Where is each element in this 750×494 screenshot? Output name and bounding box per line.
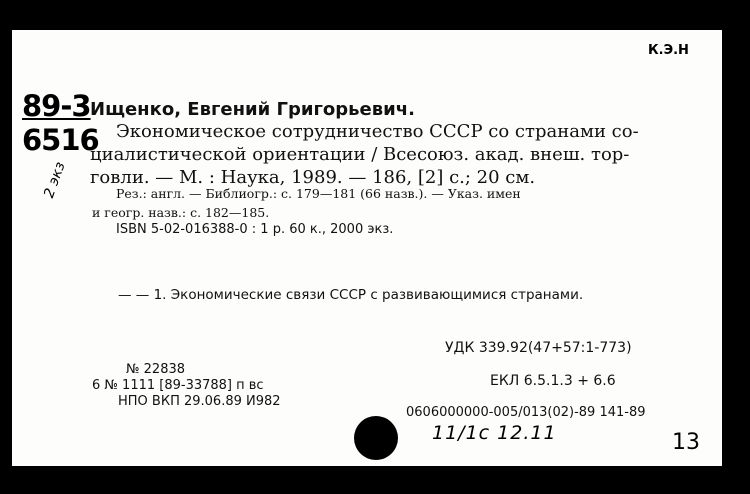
handwritten-bottom: 11/1с 12.11 (432, 422, 557, 444)
author-heading: Ищенко, Евгений Григорьевич. (90, 99, 415, 120)
punch-hole (354, 416, 398, 460)
title-line-3: говли. — М. : Наука, 1989. — 186, [2] с.; 20 см. (90, 167, 536, 188)
isbn-line: ISBN 5-02-016388-0 : 1 р. 60 к., 2000 экз. (116, 222, 394, 237)
title-line-1: Экономическое сотрудничество СССР со странами со- (116, 121, 639, 142)
call-number-bottom: 6516 (22, 123, 99, 157)
note-line-1: Рез.: англ. — Библиогр.: с. 179—181 (66 назв.). — Указ. имен (116, 186, 521, 201)
margin-note: 2 экз (41, 159, 69, 201)
bbk-index: ЕКЛ 6.5.1.3 + 6.6 (490, 373, 616, 389)
print-line: 6 № 1111 [89-33788] п вс (92, 378, 264, 393)
corner-mark: К.Э.Н (648, 43, 689, 58)
classification-code: 0606000000-005/013(02)-89 141-89 (406, 405, 646, 420)
call-number-top: 89-3 (22, 89, 91, 123)
handwritten-number: 13 (672, 430, 700, 455)
udk-index: УДК 339.92(47+57:1-773) (445, 340, 632, 356)
title-line-2: циалистической ориентации / Всесоюз. акад. внеш. тор- (90, 144, 630, 165)
publisher-line: НПО ВКП 29.06.89 И982 (118, 394, 281, 409)
catalog-card (12, 30, 722, 466)
note-line-2: и геогр. назв.: с. 182—185. (92, 205, 270, 220)
order-number: № 22838 (126, 362, 186, 377)
subject-heading: — — 1. Экономические связи СССР с развивающимися странами. (118, 287, 584, 303)
